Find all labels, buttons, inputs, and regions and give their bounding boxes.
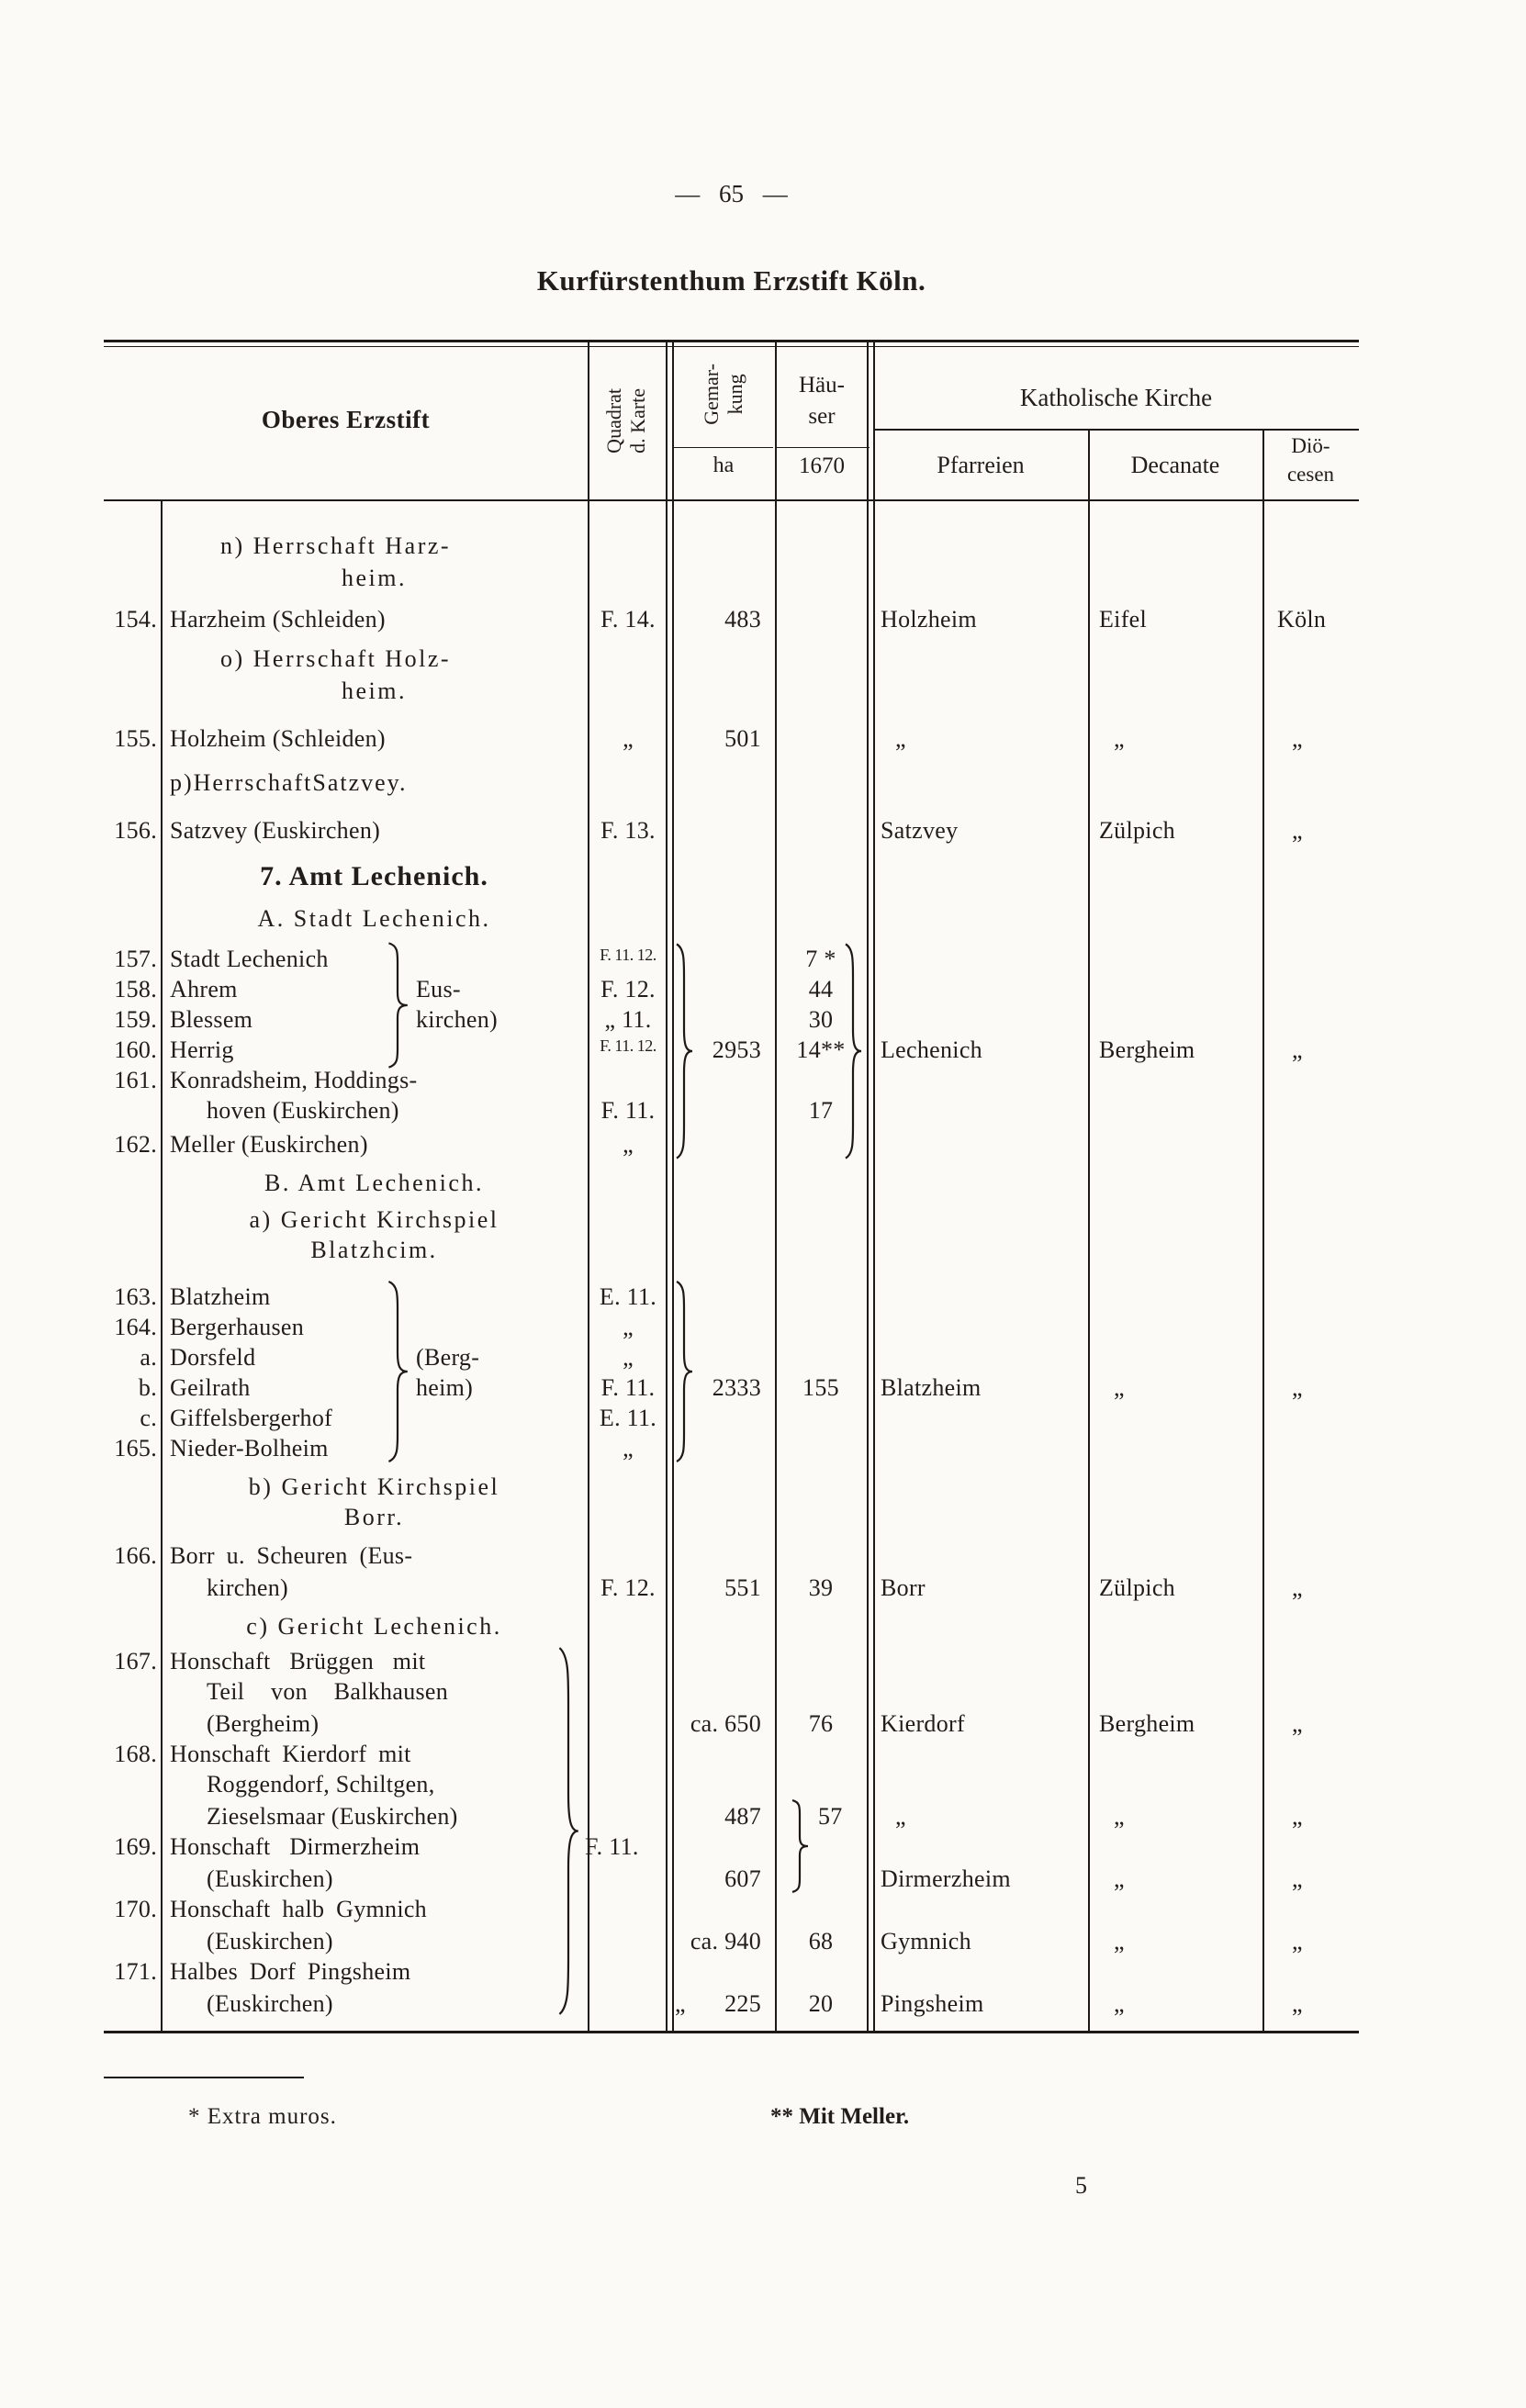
place-name: Ahrem xyxy=(170,976,238,1002)
deanery: Zülpich xyxy=(1099,1574,1175,1601)
row-number: 162. xyxy=(114,1131,157,1158)
table-row xyxy=(104,976,1359,1009)
houses-value: 68 xyxy=(808,1928,834,1954)
group-label: (Berg- xyxy=(416,1344,480,1371)
map-square: E. 11. xyxy=(599,1283,657,1310)
area-ha: 501 xyxy=(724,725,761,752)
quadrat-line1: Quadrat xyxy=(602,387,626,454)
deanery: „ xyxy=(1114,1865,1125,1892)
place-name: Geilrath xyxy=(170,1374,251,1401)
diocese: „ xyxy=(1292,1990,1303,2017)
houses-value: 44 xyxy=(808,976,834,1002)
table-row xyxy=(104,1990,1359,2023)
dioecesen-line2: cesen xyxy=(1286,463,1335,487)
place-name: (Euskirchen) xyxy=(207,1865,333,1892)
table-row xyxy=(104,678,1359,711)
table-row xyxy=(104,725,1359,758)
statistics-table xyxy=(104,0,1359,2408)
column-header-pfarreien: Pfarreien xyxy=(937,452,1025,478)
parish: „ xyxy=(895,1803,906,1830)
place-name: (Bergheim) xyxy=(207,1710,320,1737)
sub-heading: n) Herrschaft Harz- xyxy=(220,532,452,559)
table-row xyxy=(104,1374,1359,1407)
table-row xyxy=(104,861,1359,894)
diocese: Köln xyxy=(1277,606,1327,633)
table-row xyxy=(104,1741,1359,1774)
map-square: F. 13. xyxy=(600,817,656,844)
row-number: 157. xyxy=(114,946,157,972)
table-row xyxy=(104,1865,1359,1898)
grouping-brace xyxy=(387,942,409,1069)
houses-value: 17 xyxy=(808,1097,834,1124)
horizontal-rule xyxy=(104,499,1359,501)
place-name: Konradsheim, Hoddings- xyxy=(170,1067,418,1093)
row-number: a. xyxy=(140,1344,157,1371)
sub-heading: heim. xyxy=(342,678,407,704)
sub-heading: b) Gericht Kirchspiel xyxy=(248,1473,500,1500)
map-square: F. 12. xyxy=(600,1574,656,1601)
quadrat-line2: d. Karte xyxy=(626,387,650,454)
horizontal-rule xyxy=(104,2031,1359,2033)
place-name: Honschaft Kierdorf mit xyxy=(170,1741,411,1767)
table-row xyxy=(104,905,1359,938)
row-number: 159. xyxy=(114,1006,157,1033)
table-row xyxy=(104,1771,1359,1804)
houses-value: 76 xyxy=(808,1710,834,1737)
table-row xyxy=(104,606,1359,639)
table-row xyxy=(104,1067,1359,1100)
parish: Kierdorf xyxy=(881,1710,965,1737)
map-square: „ xyxy=(623,1131,634,1158)
diocese: „ xyxy=(1292,1865,1303,1892)
row-number: 154. xyxy=(114,606,157,633)
table-row xyxy=(104,1896,1359,1929)
area-ha: 2333 xyxy=(712,1374,761,1401)
place-name: Borr u. Scheuren (Eus- xyxy=(170,1542,413,1569)
houses-value: 20 xyxy=(808,1990,834,2017)
diocese: „ xyxy=(1292,1928,1303,1954)
row-number: 170. xyxy=(114,1896,157,1922)
table-row xyxy=(104,946,1359,979)
haeuser-line1: Häu- xyxy=(799,373,845,398)
place-name: Zieselsmaar (Euskirchen) xyxy=(207,1803,458,1830)
deanery: „ xyxy=(1114,1928,1125,1954)
row-number: 169. xyxy=(114,1833,157,1860)
column-header-dioecesen xyxy=(1262,431,1359,488)
table-row xyxy=(104,1435,1359,1468)
parish: „ xyxy=(895,725,906,752)
haeuser-year: 1670 xyxy=(799,454,845,478)
sub-heading: a) Gericht Kirchspiel xyxy=(249,1206,499,1233)
place-name: Stadt Lechenich xyxy=(170,946,329,972)
row-number: b. xyxy=(138,1374,157,1401)
sub-heading: Borr. xyxy=(343,1504,405,1530)
signature-mark: 5 xyxy=(1075,2172,1087,2199)
map-square: „ 11. xyxy=(604,1006,652,1033)
table-row xyxy=(104,1473,1359,1506)
horizontal-rule xyxy=(104,340,1359,342)
map-square: „ xyxy=(623,1314,634,1340)
place-name: Satzvey (Euskirchen) xyxy=(170,817,381,844)
place-name: Meller (Euskirchen) xyxy=(170,1131,368,1158)
footnote-rule xyxy=(104,2077,304,2078)
deanery: Bergheim xyxy=(1099,1036,1195,1063)
row-number: 167. xyxy=(114,1648,157,1674)
grouping-brace xyxy=(675,942,693,1160)
table-row xyxy=(104,769,1359,802)
column-header-decanate: Decanate xyxy=(1130,452,1220,478)
place-name: (Euskirchen) xyxy=(207,1990,333,2017)
place-name: Herrig xyxy=(170,1036,234,1063)
grouping-brace xyxy=(557,1644,579,2018)
column-header-quadrat xyxy=(588,344,666,497)
place-name: Roggendorf, Schiltgen, xyxy=(207,1771,435,1798)
houses-value: 30 xyxy=(808,1006,834,1033)
sub-heading: o) Herrschaft Holz- xyxy=(220,645,452,672)
table-row xyxy=(104,1131,1359,1164)
table-row xyxy=(104,565,1359,598)
map-square: F. 11. xyxy=(600,1097,656,1124)
place-name: Harzheim (Schleiden) xyxy=(170,606,386,633)
diocese: „ xyxy=(1292,1574,1303,1601)
place-name: Holzheim (Schleiden) xyxy=(170,725,386,752)
area-ha: 607 xyxy=(724,1865,761,1892)
place-name: Nieder-Bolheim xyxy=(170,1435,329,1462)
place-name: Dorsfeld xyxy=(170,1344,256,1371)
map-square: „ xyxy=(623,1435,634,1462)
row-number: 156. xyxy=(114,817,157,844)
table-row xyxy=(104,1928,1359,1961)
dioecesen-line1: Diö- xyxy=(1291,434,1330,457)
table-row xyxy=(104,817,1359,850)
horizontal-rule xyxy=(674,447,773,448)
gemarkung-line2: kung xyxy=(724,374,746,414)
table-row xyxy=(104,1097,1359,1130)
deanery: „ xyxy=(1114,1990,1125,2017)
table-row xyxy=(104,1958,1359,1991)
place-name: Teil von Balkhausen xyxy=(207,1678,449,1705)
page-number: — 65 — xyxy=(675,180,788,207)
table-row xyxy=(104,1710,1359,1743)
parish: Lechenich xyxy=(881,1036,982,1063)
map-square: E. 11. xyxy=(599,1405,657,1431)
table-row xyxy=(104,1648,1359,1681)
place-name: Honschaft Brüggen mit xyxy=(170,1648,426,1674)
row-number: c. xyxy=(140,1405,157,1431)
diocese: „ xyxy=(1292,1710,1303,1737)
parish: Satzvey xyxy=(881,817,959,844)
row-number: 168. xyxy=(114,1741,157,1767)
table-row xyxy=(104,1613,1359,1646)
map-square: F. 11. xyxy=(585,1833,639,1860)
deanery: „ xyxy=(1114,1374,1125,1401)
footnote-extra-muros: * Extra muros. xyxy=(188,2104,337,2129)
footnote-mit-meller: ** Mit Meller. xyxy=(770,2104,910,2129)
place-name: hoven (Euskirchen) xyxy=(207,1097,399,1124)
table-row xyxy=(104,1314,1359,1347)
place-name: Giffelsbergerhof xyxy=(170,1405,333,1431)
row-number: 171. xyxy=(114,1958,157,1985)
haeuser-line2: ser xyxy=(808,404,836,429)
table-row xyxy=(104,645,1359,678)
map-square: „ xyxy=(623,725,634,752)
diocese: „ xyxy=(1292,1803,1303,1830)
map-square: F. 11. 12. xyxy=(600,1036,656,1055)
grouping-brace xyxy=(387,1280,409,1463)
sub-heading: p)HerrschaftSatzvey. xyxy=(170,769,408,796)
place-name: (Euskirchen) xyxy=(207,1928,333,1954)
gemarkung-unit: ha xyxy=(713,454,735,477)
map-square: F. 12. xyxy=(600,976,656,1002)
table-row xyxy=(104,1833,1359,1866)
area-ha: 487 xyxy=(724,1803,761,1830)
parish: Borr xyxy=(881,1574,926,1601)
place-name: Bergerhausen xyxy=(170,1314,305,1340)
diocese: „ xyxy=(1292,725,1303,752)
table-row xyxy=(104,1006,1359,1039)
deanery: Bergheim xyxy=(1099,1710,1195,1737)
grouping-brace xyxy=(675,1280,693,1463)
map-square: F. 14. xyxy=(600,606,656,633)
place-name: Honschaft halb Gymnich xyxy=(170,1896,427,1922)
horizontal-rule xyxy=(873,429,1359,431)
deanery: „ xyxy=(1114,725,1125,752)
houses-value: 39 xyxy=(808,1574,834,1601)
table-row xyxy=(104,1678,1359,1711)
deanery: „ xyxy=(1114,1803,1125,1830)
horizontal-rule xyxy=(777,447,870,448)
place-name: kirchen) xyxy=(207,1574,289,1601)
area-ha: 551 xyxy=(724,1574,761,1601)
table-row xyxy=(104,1036,1359,1070)
area-ha: 2953 xyxy=(712,1036,761,1063)
table-row xyxy=(104,1206,1359,1239)
houses-value: 7 * xyxy=(805,946,836,972)
sub-heading: B. Amt Lechenich. xyxy=(264,1170,484,1196)
map-square: F. 11. 12. xyxy=(600,946,656,964)
grouping-brace xyxy=(844,942,862,1160)
sub-heading: heim. xyxy=(342,565,407,591)
area-ha: „ 225 xyxy=(675,1990,761,2017)
table-row xyxy=(104,1542,1359,1575)
area-ha: ca. 650 xyxy=(690,1710,761,1737)
table-row xyxy=(104,1170,1359,1203)
table-row xyxy=(104,1405,1359,1438)
page-title: Kurfürstenthum Erzstift Köln. xyxy=(536,264,926,297)
map-square: F. 11. xyxy=(600,1374,656,1401)
grouping-brace xyxy=(791,1799,809,1893)
gemarkung-line1: Gemar- xyxy=(699,363,723,425)
deanery: Zülpich xyxy=(1099,817,1175,844)
houses-value: 155 xyxy=(802,1374,839,1401)
row-number: 164. xyxy=(114,1314,157,1340)
group-label: Eus- xyxy=(416,976,461,1002)
place-name: Honschaft Dirmerzheim xyxy=(170,1833,421,1860)
parish: Holzheim xyxy=(881,606,977,633)
parish: Gymnich xyxy=(881,1928,971,1954)
place-name: Blatzheim xyxy=(170,1283,271,1310)
diocese: „ xyxy=(1292,817,1303,844)
parish: Pingsheim xyxy=(881,1990,984,2017)
row-number: 158. xyxy=(114,976,157,1002)
group-label: kirchen) xyxy=(416,1006,499,1033)
row-number: 165. xyxy=(114,1435,157,1462)
table-row xyxy=(104,532,1359,566)
group-label: heim) xyxy=(416,1374,474,1401)
parish: Blatzheim xyxy=(881,1374,982,1401)
houses-value: 57 xyxy=(818,1803,843,1830)
sub-heading: Blatzhcim. xyxy=(310,1237,438,1263)
deanery: Eifel xyxy=(1099,606,1148,633)
place-name: Blessem xyxy=(170,1006,253,1033)
place-name: Halbes Dorf Pingsheim xyxy=(170,1958,411,1985)
table-row xyxy=(104,1574,1359,1607)
area-ha: 483 xyxy=(724,606,761,633)
table-row xyxy=(104,1237,1359,1270)
area-ha: ca. 940 xyxy=(690,1928,761,1954)
column-header-gemarkung xyxy=(672,344,775,443)
table-row xyxy=(104,1344,1359,1377)
map-square: „ xyxy=(623,1344,634,1371)
parish: Dirmerzheim xyxy=(881,1865,1011,1892)
column-header-region: Oberes Erzstift xyxy=(261,406,431,433)
table-row xyxy=(104,1803,1359,1836)
sub-heading: c) Gericht Lechenich. xyxy=(246,1613,502,1640)
row-number: 155. xyxy=(114,725,157,752)
table-row xyxy=(104,1504,1359,1537)
row-number: 166. xyxy=(114,1542,157,1569)
row-number: 160. xyxy=(114,1036,157,1063)
row-number: 161. xyxy=(114,1067,157,1093)
sub-heading: A. Stadt Lechenich. xyxy=(257,905,491,932)
table-row xyxy=(104,1283,1359,1316)
section-heading: 7. Amt Lechenich. xyxy=(260,861,488,891)
row-number: 163. xyxy=(114,1283,157,1310)
houses-value: 14** xyxy=(796,1036,846,1063)
column-header-kirche: Katholische Kirche xyxy=(1019,384,1213,411)
diocese: „ xyxy=(1292,1374,1303,1401)
diocese: „ xyxy=(1292,1036,1303,1063)
